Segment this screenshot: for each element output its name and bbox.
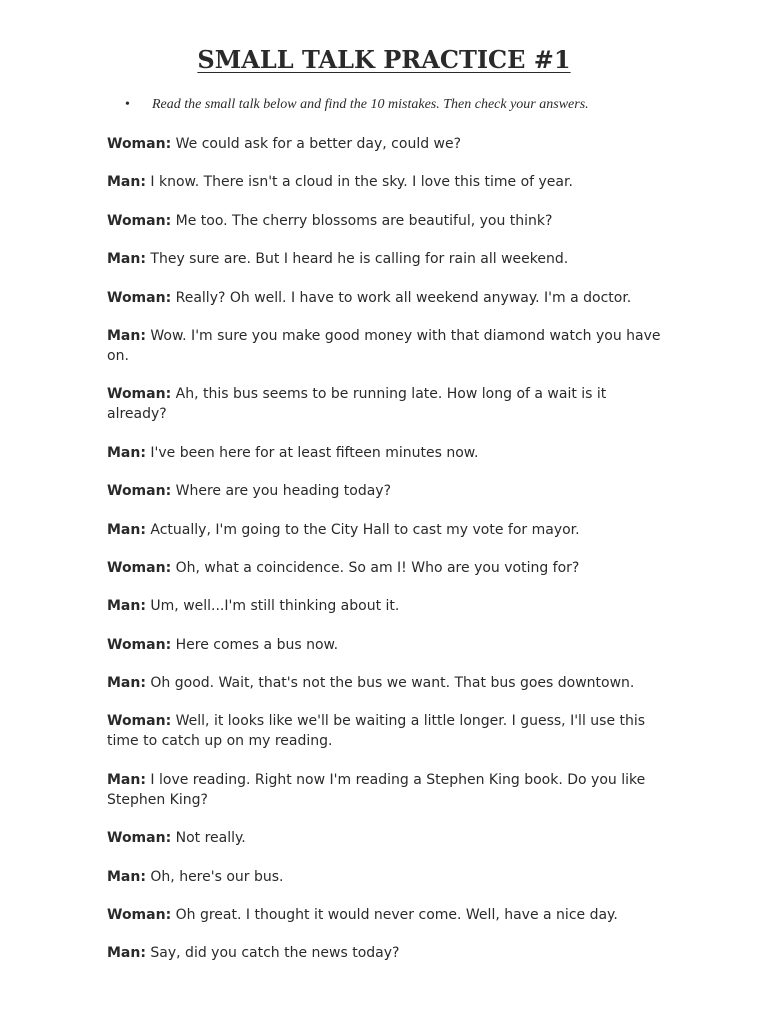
bullet-icon: • — [125, 97, 130, 112]
dialogue-text: I love reading. Right now I'm reading a Stephen King book. Do you like Stephen King? — [107, 771, 646, 808]
dialogue-line — [107, 134, 667, 154]
dialogue-line — [107, 384, 667, 424]
dialogue-line — [107, 673, 667, 693]
speaker-label: Man: — [107, 598, 146, 615]
speaker-label: Woman: — [107, 136, 172, 152]
dialogue-line — [107, 943, 667, 963]
speaker-label: Woman: — [107, 386, 172, 403]
instruction-text: Read the small talk below and find the 10 mistakes. Then check your answers. — [152, 97, 589, 112]
speaker-label: Woman: — [107, 483, 172, 500]
dialogue-text: Where are you heading today? — [175, 483, 392, 500]
dialogue-line — [107, 520, 667, 540]
dialogue-text: Um, well...I'm still thinking about it. — [150, 598, 400, 615]
speaker-label: Woman: — [107, 559, 172, 576]
speaker-label: Woman: — [107, 289, 172, 306]
dialogue-text: Here comes a bus now. — [175, 636, 339, 653]
dialogue-line — [107, 558, 667, 578]
speaker-label: Woman: — [107, 212, 172, 229]
dialogue-line — [107, 635, 667, 655]
speaker-label: Man: — [107, 521, 146, 538]
speaker-label: Woman: — [107, 830, 172, 847]
dialogue-text: Actually, I'm going to the City Hall to cast my vote for mayor. — [150, 521, 580, 538]
dialogue-line — [107, 867, 667, 887]
speaker-label: Woman: — [107, 713, 172, 730]
dialogue-text: We could ask for a better day, could we? — [175, 136, 462, 152]
dialogue-text: Oh great. I thought it would never come. Well, have a nice day. — [175, 907, 618, 924]
speaker-label: Man: — [107, 444, 146, 461]
dialogue-line — [107, 211, 667, 231]
dialogue-text: Say, did you catch the news today? — [150, 945, 400, 962]
dialogue-line — [107, 288, 667, 308]
dialogue-text: Me too. The cherry blossoms are beautiful, you think? — [175, 212, 553, 229]
dialogue-line — [107, 596, 667, 616]
speaker-label: Man: — [107, 251, 146, 268]
dialogue-text: I've been here for at least fifteen minutes now. — [150, 444, 479, 461]
dialogue-text: Well, it looks like we'll be waiting a little longer. I guess, I'll use this time to catch up on my reading. — [107, 713, 646, 750]
dialogue-line — [107, 481, 667, 501]
speaker-label: Man: — [107, 327, 146, 344]
dialogue-line — [107, 443, 667, 463]
dialogue-text: Oh, here's our bus. — [150, 868, 284, 885]
dialogue-line — [107, 249, 667, 269]
dialogue-text: Ah, this bus seems to be running late. How long of a wait is it already? — [107, 386, 607, 423]
speaker-label: Man: — [107, 868, 146, 885]
dialogue-text: Oh, what a coincidence. So am I! Who are you voting for? — [175, 559, 580, 576]
speaker-label: Man: — [107, 945, 146, 962]
dialogue-text: I know. There isn't a cloud in the sky. I love this time of year. — [150, 174, 573, 191]
dialogue-text: Not really. — [175, 830, 246, 847]
page-title: SMALL TALK PRACTICE #1 — [197, 45, 571, 74]
dialogue-line — [107, 828, 667, 848]
dialogue-line — [107, 711, 667, 751]
dialogue-line — [107, 172, 667, 192]
dialogue-text: Oh good. Wait, that's not the bus we want. That bus goes downtown. — [150, 675, 635, 692]
dialogue-line — [107, 770, 667, 810]
speaker-label: Man: — [107, 771, 146, 788]
speaker-label: Woman: — [107, 636, 172, 653]
dialogue-text: They sure are. But I heard he is calling for rain all weekend. — [150, 251, 569, 268]
dialogue-text: Really? Oh well. I have to work all weekend anyway. I'm a doctor. — [175, 289, 632, 306]
dialogue-text: Wow. I'm sure you make good money with that diamond watch you have on. — [107, 327, 661, 364]
dialogue-line — [107, 905, 667, 925]
speaker-label: Woman: — [107, 907, 172, 924]
dialogue — [107, 134, 667, 982]
speaker-label: Man: — [107, 675, 146, 692]
speaker-label: Man: — [107, 174, 146, 191]
dialogue-line — [107, 326, 667, 366]
